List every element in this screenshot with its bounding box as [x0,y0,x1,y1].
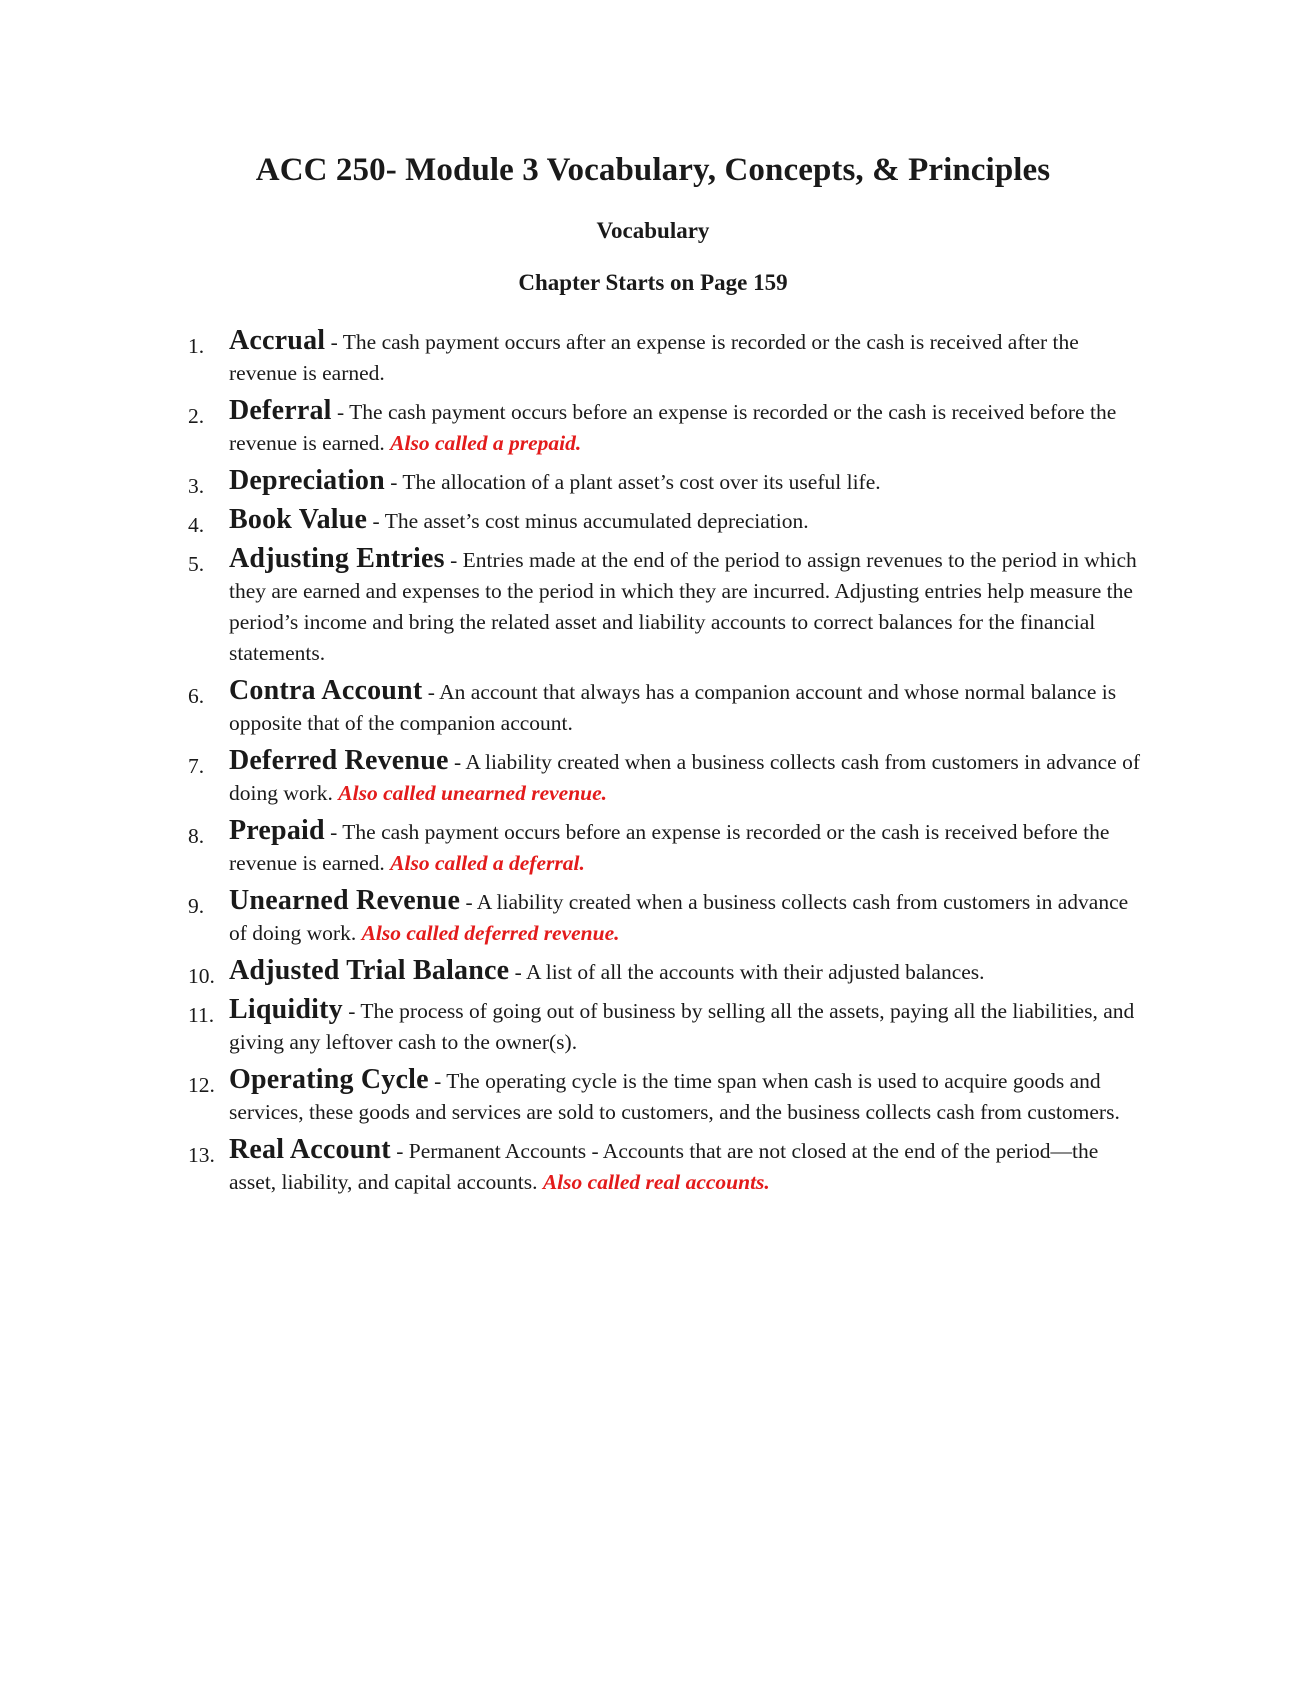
vocabulary-term: Deferred Revenue [229,745,449,776]
vocabulary-term: Prepaid [229,815,325,846]
vocabulary-term: Operating Cycle [229,1064,429,1095]
term-definition: - The cash payment occurs before an expense is recorded or the cash is received before the revenue is earned. [229,400,1117,455]
item-number: 3. [188,474,205,498]
vocabulary-term: Accrual [229,325,326,356]
vocabulary-item [0,994,1306,1058]
item-number: 2. [188,404,205,428]
vocabulary-term: Deferral [229,395,332,426]
item-number: 4. [188,513,205,537]
vocabulary-item [0,395,1306,459]
chapter-subheading: Chapter Starts on Page 159 [518,270,788,295]
term-definition: - A list of all the accounts with their adjusted balances. [509,960,985,984]
item-number: 1. [188,334,205,358]
vocabulary-item [0,465,1306,498]
also-called-note: Also called a prepaid. [390,431,582,455]
term-definition: - The operating cycle is the time span when cash is used to acquire goods and services, these goods and services are sold to customers, and the business collects cash from customers. [229,1069,1120,1124]
vocabulary-item [0,1064,1306,1128]
also-called-note: Also called deferred revenue. [361,921,620,945]
vocabulary-term: Book Value [229,504,368,535]
term-definition: - The allocation of a plant asset’s cost over its useful life. [384,470,881,494]
term-definition: - A liability created when a business collects cash from customers in advance of doing work. [229,750,1140,805]
vocabulary-term: Contra Account [229,675,423,706]
item-number: 6. [188,684,205,708]
item-number: 12. [188,1073,215,1097]
item-number: 10. [188,964,215,988]
document-title: ACC 250- Module 3 Vocabulary, Concepts, & Principles [255,152,1051,188]
term-definition: - The asset’s cost minus accumulated depreciation. [367,509,809,533]
vocabulary-item [0,815,1306,879]
term-definition: - An account that always has a companion account and whose normal balance is opposite that of the companion account. [229,680,1117,735]
section-heading: Vocabulary [596,218,710,243]
vocabulary-term: Liquidity [229,994,343,1025]
vocabulary-item [0,955,1306,988]
vocabulary-term: Real Account [229,1134,391,1165]
vocabulary-list [0,325,1306,1204]
vocabulary-term: Depreciation [229,465,385,496]
vocabulary-item [0,325,1306,389]
vocabulary-term: Adjusted Trial Balance [229,955,510,986]
item-number: 8. [188,824,205,848]
vocabulary-item [0,504,1306,537]
item-number: 13. [188,1143,215,1167]
also-called-note: Also called real accounts. [542,1170,770,1194]
vocabulary-item [0,745,1306,809]
item-number: 11. [188,1003,215,1027]
term-definition: - Entries made at the end of the period to assign revenues to the period in which they are earned and expenses to the period in which they are incurred. Adjusting entries help measure the period’s income and bring the related asset and liability accounts to correct balances for the financial statements. [229,548,1137,665]
item-number: 9. [188,894,205,918]
vocabulary-item [0,1134,1306,1198]
item-number: 7. [188,754,205,778]
also-called-note: Also called unearned revenue. [338,781,608,805]
vocabulary-term: Unearned Revenue [229,885,461,916]
vocabulary-term: Adjusting Entries [229,543,445,574]
vocabulary-item [0,675,1306,739]
term-definition: - The cash payment occurs before an expense is recorded or the cash is received before the revenue is earned. [229,820,1110,875]
item-number: 5. [188,552,205,576]
term-definition: - Permanent Accounts - Accounts that are not closed at the end of the period—the asset, liability, and capital accounts. [229,1139,1099,1194]
term-definition: - A liability created when a business collects cash from customers in advance of doing work. [229,890,1129,945]
term-definition: - The cash payment occurs after an expense is recorded or the cash is received after the revenue is earned. [229,330,1079,385]
also-called-note: Also called a deferral. [390,851,585,875]
term-definition: - The process of going out of business by selling all the assets, paying all the liabilities, and giving any leftover cash to the owner(s). [229,999,1135,1054]
vocabulary-item [0,543,1306,669]
vocabulary-item [0,885,1306,949]
